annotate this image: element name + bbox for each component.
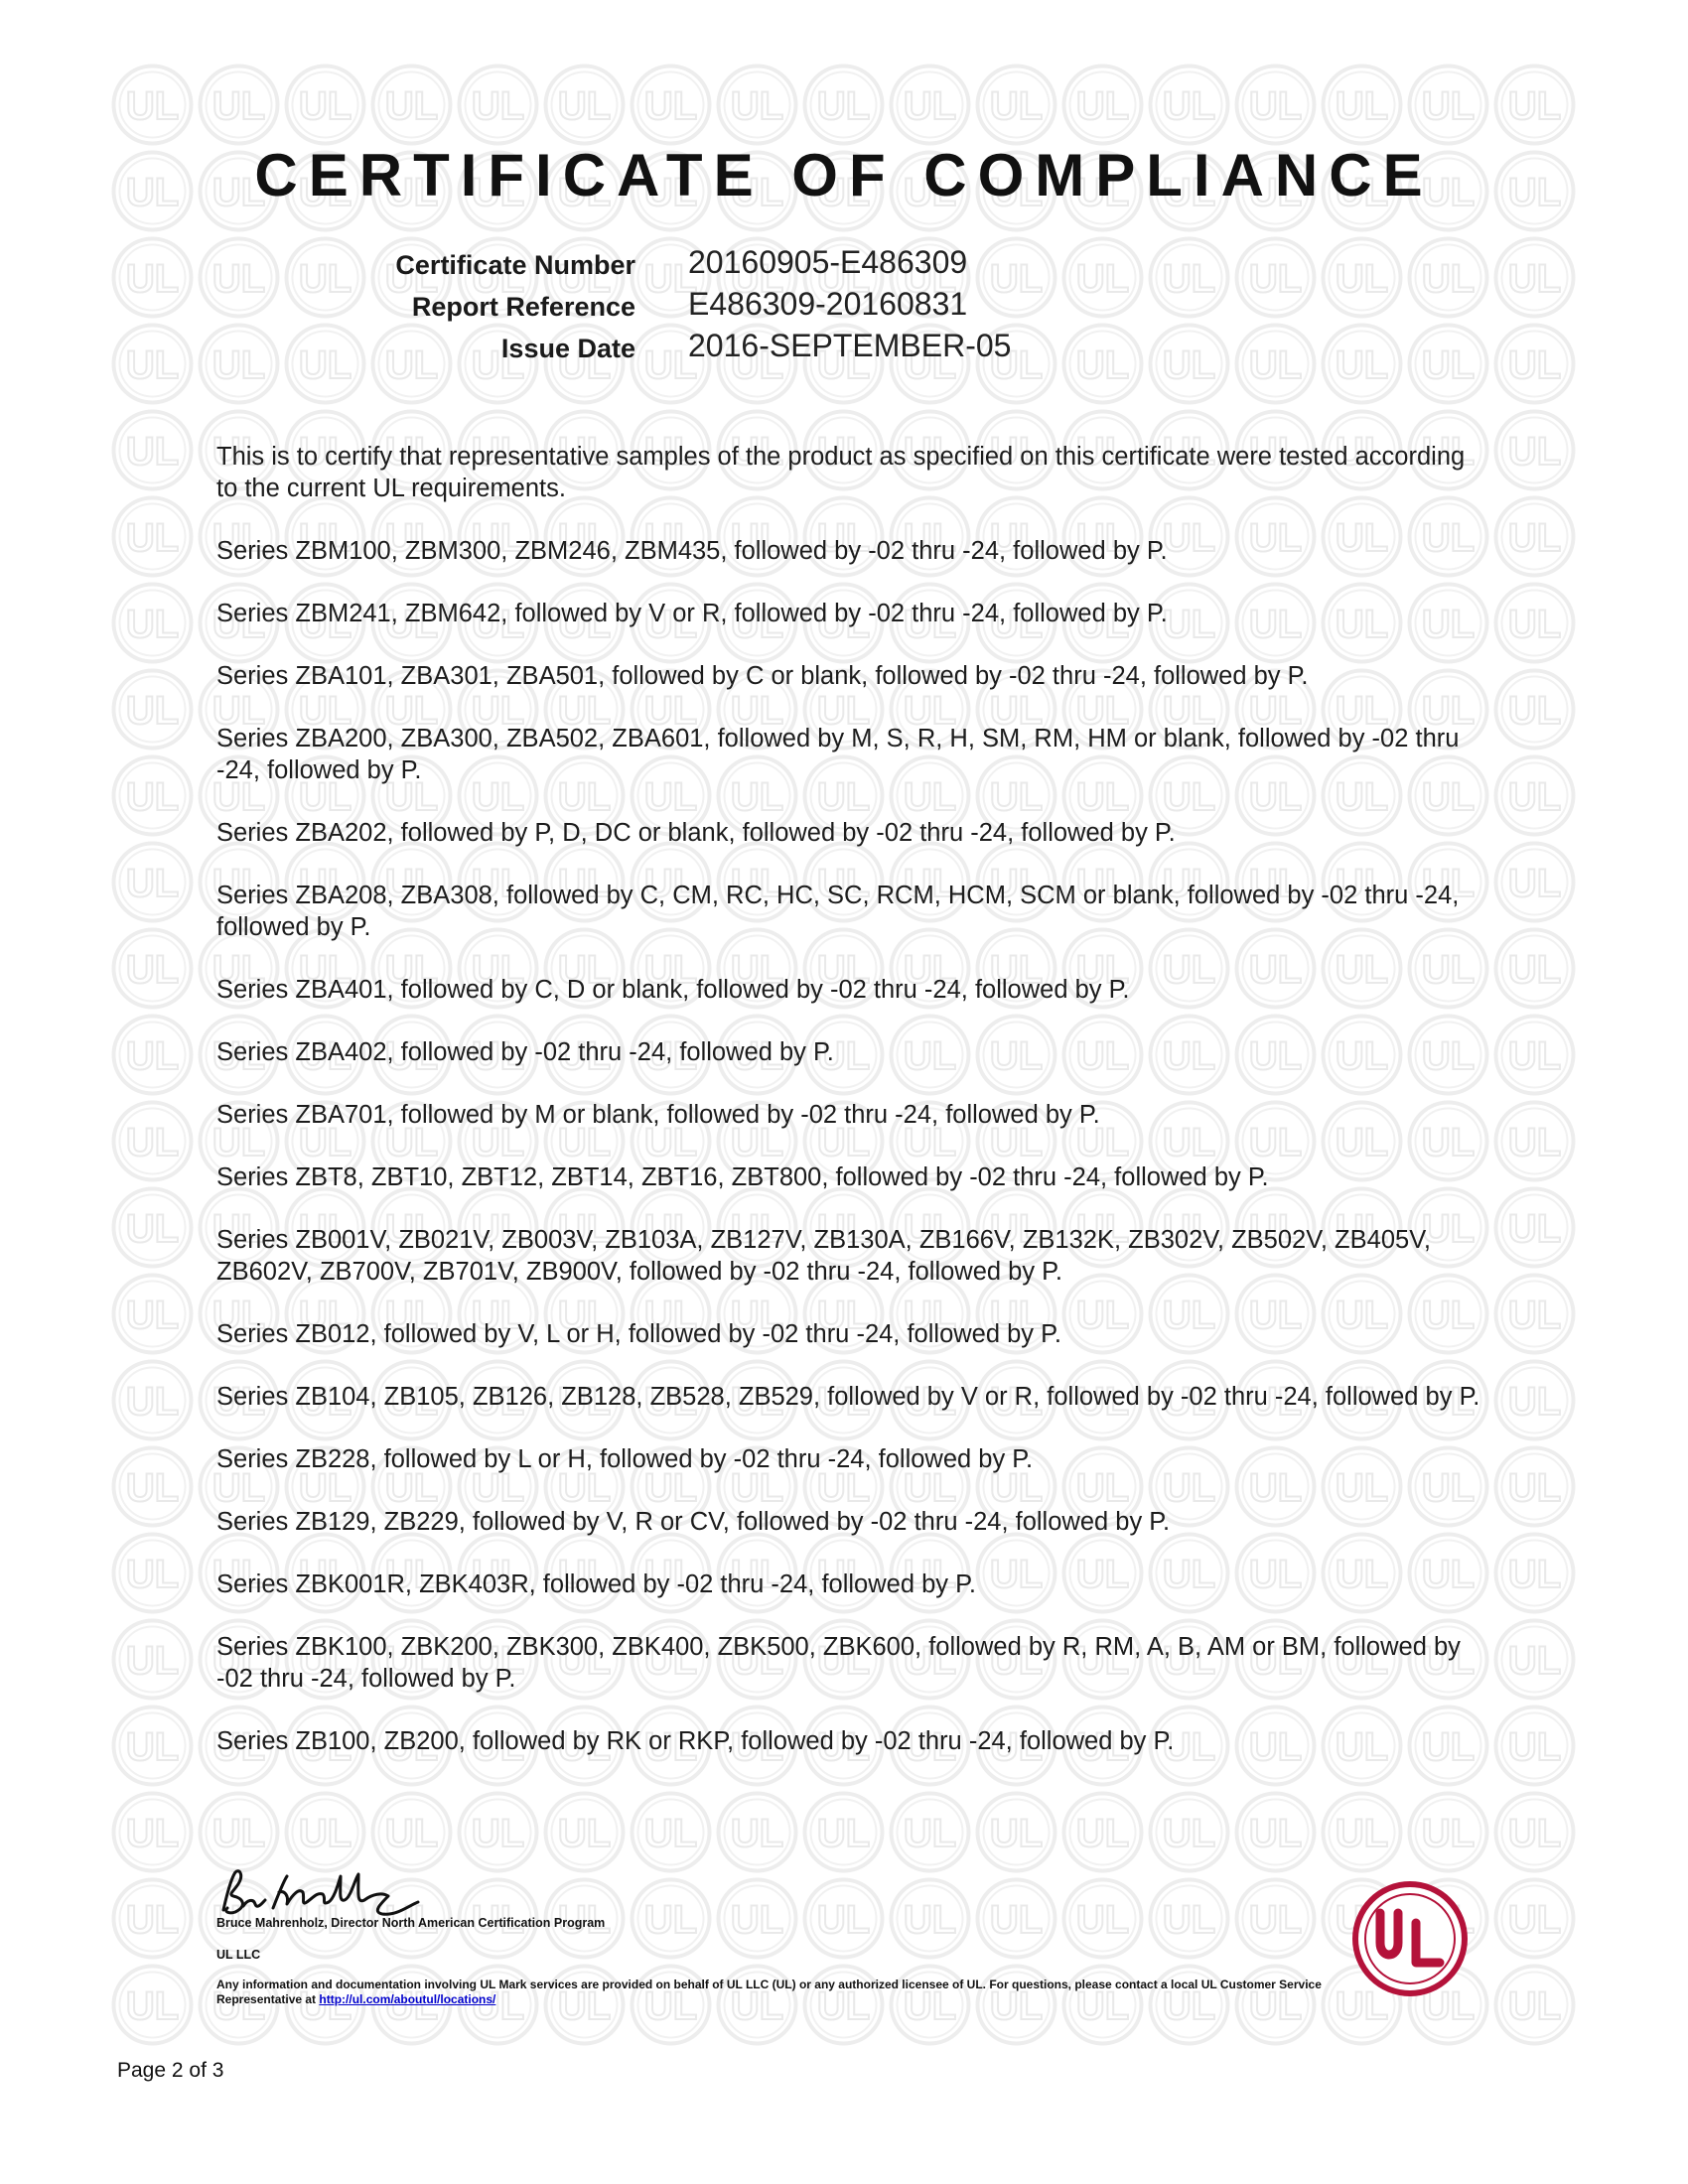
series-entry: Series ZBA701, followed by M or blank, followed by -02 thru -24, followed by P. [216,1101,1100,1129]
certificate-number-value: 20160905-E486309 [688,244,968,280]
series-entry: Series ZB129, ZB229, followed by V, R or CV, followed by -02 thru -24, followed by P. [216,1508,1171,1536]
organization-name: UL LLC [216,1948,261,1962]
report-reference-value: E486309-20160831 [688,286,968,322]
series-entry: Series ZB228, followed by L or H, followed by -02 thru -24, followed by P. [216,1445,1034,1473]
certificate-meta [0,242,1688,367]
series-entry: Series ZBA402, followed by -02 thru -24, followed by P. [216,1038,834,1066]
series-entry: Series ZBM241, ZBM642, followed by V or R, followed by -02 thru -24, followed by P. [216,600,1168,627]
series-entry: Series ZB104, ZB105, ZB126, ZB128, ZB528, ZB529, followed by V or R, followed by -02 thru -24, followed by P. [216,1383,1480,1411]
series-entry: Series ZBA202, followed by P, D, DC or blank, followed by -02 thru -24, followed by P. [216,819,1176,847]
page-number: Page 2 of 3 [117,2059,224,2082]
signer-name: Bruce Mahrenholz, Director North American Certification Program [216,1916,606,1930]
series-entry: Series ZB100, ZB200, followed by RK or RKP, followed by -02 thru -24, followed by P. [216,1727,1175,1755]
certification-statement: This is to certify that representative samples of the product as specified on this certificate were tested according to the current UL requirements. [216,443,1466,502]
certificate-body [216,441,1487,1788]
ul-logo [1350,1879,1470,1998]
report-reference-row [0,284,1688,326]
ul-locations-link[interactable]: http://ul.com/aboutul/locations/ [319,1992,496,2006]
disclaimer-text [216,1978,1348,2007]
series-entry: Series ZBA401, followed by C, D or blank, followed by -02 thru -24, followed by P. [216,976,1130,1004]
signature-image [213,1862,432,1922]
series-entry: Series ZBK001R, ZBK403R, followed by -02 thru -24, followed by P. [216,1570,976,1598]
series-entry: Series ZBM100, ZBM300, ZBM246, ZBM435, followed by -02 thru -24, followed by P. [216,537,1168,565]
certificate-number-label: Certificate Number [395,250,635,280]
issue-date-value: 2016-SEPTEMBER-05 [688,328,1012,363]
issue-date-label: Issue Date [500,334,635,363]
report-reference-label: Report Reference [411,292,635,322]
series-entry: Series ZB001V, ZB021V, ZB003V, ZB103A, ZB127V, ZB130A, ZB166V, ZB132K, ZB302V, ZB502V, ZB405V, ZB602V, ZB700V, ZB701V, ZB900V, followed by -02 thru -24, followed by P. [216,1226,1431,1286]
disclaimer-body: Any information and documentation involving UL Mark services are provided on behalf of UL LLC (UL) or any authorized licensee of UL. For questions, please contact a local UL Customer Service Representative at [216,1978,1322,2006]
series-entry: Series ZBA200, ZBA300, ZBA502, ZBA601, followed by M, S, R, H, SM, RM, HM or blank, followed by -02 thru -24, followed by P. [216,725,1460,784]
document-title: CERTIFICATE OF COMPLIANCE [254,142,1434,208]
series-entry: Series ZBK100, ZBK200, ZBK300, ZBK400, ZBK500, ZBK600, followed by R, RM, A, B, AM or BM, followed by -02 thru -24, followed by P. [216,1633,1461,1693]
series-entry: Series ZBA208, ZBA308, followed by C, CM, RC, HC, SC, RCM, HCM, SCM or blank, followed by -02 thru -24, followed by P. [216,882,1460,941]
series-entry: Series ZBA101, ZBA301, ZBA501, followed by C or blank, followed by -02 thru -24, followed by P. [216,662,1309,690]
series-entry: Series ZB012, followed by V, L or H, followed by -02 thru -24, followed by P. [216,1320,1061,1348]
issue-date-row [0,326,1688,367]
certificate-number-row [0,242,1688,284]
series-entry: Series ZBT8, ZBT10, ZBT12, ZBT14, ZBT16, ZBT800, followed by -02 thru -24, followed by P. [216,1163,1269,1191]
